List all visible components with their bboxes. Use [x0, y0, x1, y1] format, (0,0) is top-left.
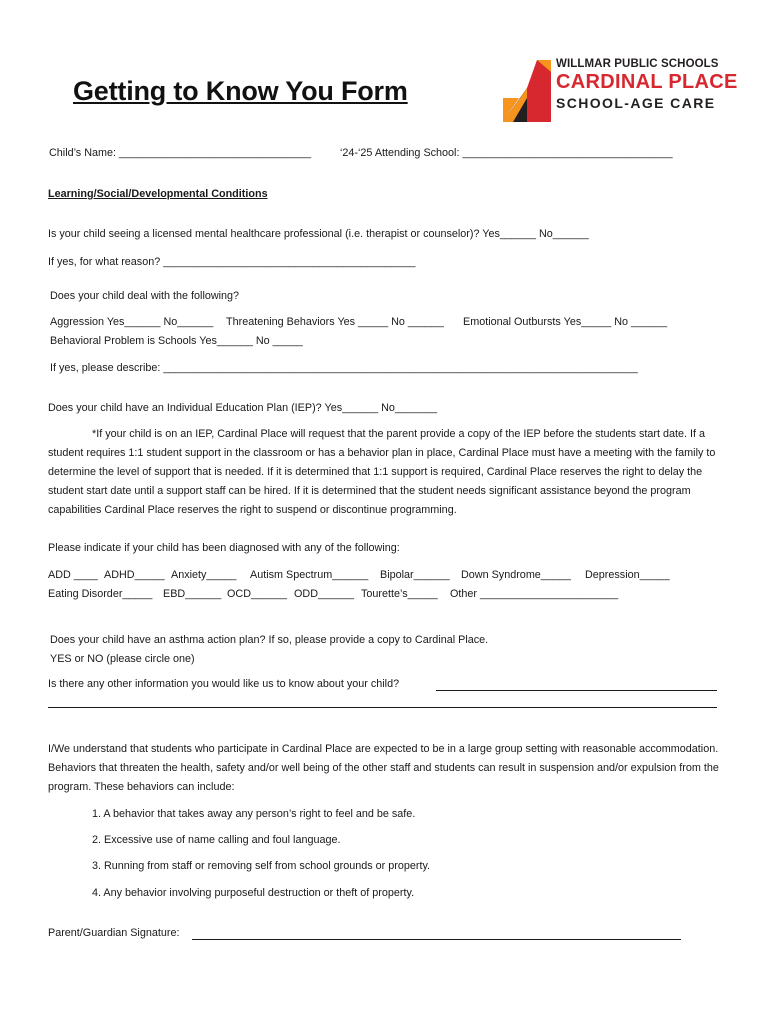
mental-health-question[interactable]: Is your child seeing a licensed mental healthcare professional (i.e. therapist or counselor)? Yes______ No______ [48, 228, 589, 240]
agreement-paragraph: I/We understand that students who participate in Cardinal Place are expected to be in a large group setting with reasonable accommodation. Behaviors that threaten the health, safety and/or well being of the other staff and students can result in suspension and/or expulsion from the program. These behaviors can include: [48, 743, 719, 793]
describe-field[interactable]: If yes, please describe: _______________________________________________________________________________ [50, 362, 638, 374]
diagnosis-ebd[interactable]: EBD______ [163, 588, 222, 600]
threatening-behaviors-field[interactable]: Threatening Behaviors Yes _____ No ______ [226, 316, 444, 328]
diagnosis-ocd[interactable]: OCD______ [227, 588, 288, 600]
diagnosis-depression[interactable]: Depression_____ [585, 569, 670, 581]
logo-program-text: CARDINAL PLACE [556, 71, 738, 93]
diagnosis-add[interactable]: ADD ____ [48, 569, 98, 581]
other-info-question: Is there any other information you would like us to know about your child? [48, 678, 400, 690]
signature-label: Parent/Guardian Signature: [48, 927, 180, 939]
diagnosis-question: Please indicate if your child has been diagnosed with any of the following: [48, 542, 400, 554]
section-heading: Learning/Social/Developmental Conditions [48, 188, 268, 200]
signature-line[interactable] [192, 929, 681, 940]
behavior-list-item: 2. Excessive use of name calling and foul language. [92, 834, 341, 846]
child-name-field[interactable]: Child’s Name: ________________________________ [49, 147, 312, 159]
attending-school-field[interactable]: ‘24-‘25 Attending School: ___________________________________ [340, 147, 673, 159]
behavior-list-item: 3. Running from staff or removing self from school grounds or property. [92, 860, 431, 872]
iep-question[interactable]: Does your child have an Individual Education Plan (IEP)? Yes______ No_______ [48, 402, 437, 414]
cardinal-place-logo [503, 58, 738, 124]
form-title: Getting to Know You Form [73, 76, 408, 106]
behaviors-question: Does your child deal with the following? [50, 290, 240, 302]
logo-district-text: WILLMAR PUBLIC SCHOOLS [556, 58, 719, 70]
logo-subtitle-text: SCHOOL-AGE CARE [556, 95, 716, 111]
asthma-question: Does your child have an asthma action plan? If so, please provide a copy to Cardinal Place. [50, 634, 489, 646]
cardinal-logo-icon [503, 58, 551, 124]
diagnosis-eating-disorder[interactable]: Eating Disorder_____ [48, 588, 153, 600]
other-info-line-2[interactable] [48, 697, 717, 708]
other-info-line-1[interactable] [436, 680, 717, 691]
diagnosis-other[interactable]: Other _______________________ [450, 588, 619, 600]
behavior-list-item: 4. Any behavior involving purposeful destruction or theft of property. [92, 887, 415, 899]
iep-note: *If your child is on an IEP, Cardinal Place will request that the parent provide a copy of the IEP before the students start date. If a student requires 1:1 student support in the classroom or has a behavior plan in place, Cardinal Place must have a meeting with the family to determine the level of support that is needed. If it is determined that 1:1 support is required, Cardinal Place reserves the right to delay the student start date until a support staff can be hired. If it is determined that the student needs significant assistance beyond the program capabilities Cardinal Place reserves the right to suspend or discontinue programming. [48, 428, 716, 516]
asthma-answer[interactable]: YES or NO (please circle one) [50, 653, 195, 665]
diagnosis-adhd[interactable]: ADHD_____ [104, 569, 165, 581]
reason-field[interactable]: If yes, for what reason? __________________________________________ [48, 256, 416, 268]
diagnosis-bipolar[interactable]: Bipolar______ [380, 569, 450, 581]
behavioral-problem-field[interactable]: Behavioral Problem is Schools Yes______ No _____ [50, 335, 303, 347]
emotional-outbursts-field[interactable]: Emotional Outbursts Yes_____ No ______ [463, 316, 668, 328]
diagnosis-down-syndrome[interactable]: Down Syndrome_____ [461, 569, 571, 581]
diagnosis-tourettes[interactable]: Tourette’s_____ [361, 588, 438, 600]
diagnosis-odd[interactable]: ODD______ [294, 588, 355, 600]
diagnosis-autism[interactable]: Autism Spectrum______ [250, 569, 369, 581]
diagnosis-anxiety[interactable]: Anxiety_____ [171, 569, 237, 581]
behavior-list-item: 1. A behavior that takes away any person’s right to feel and be safe. [92, 808, 416, 820]
aggression-field[interactable]: Aggression Yes______ No______ [50, 316, 214, 328]
